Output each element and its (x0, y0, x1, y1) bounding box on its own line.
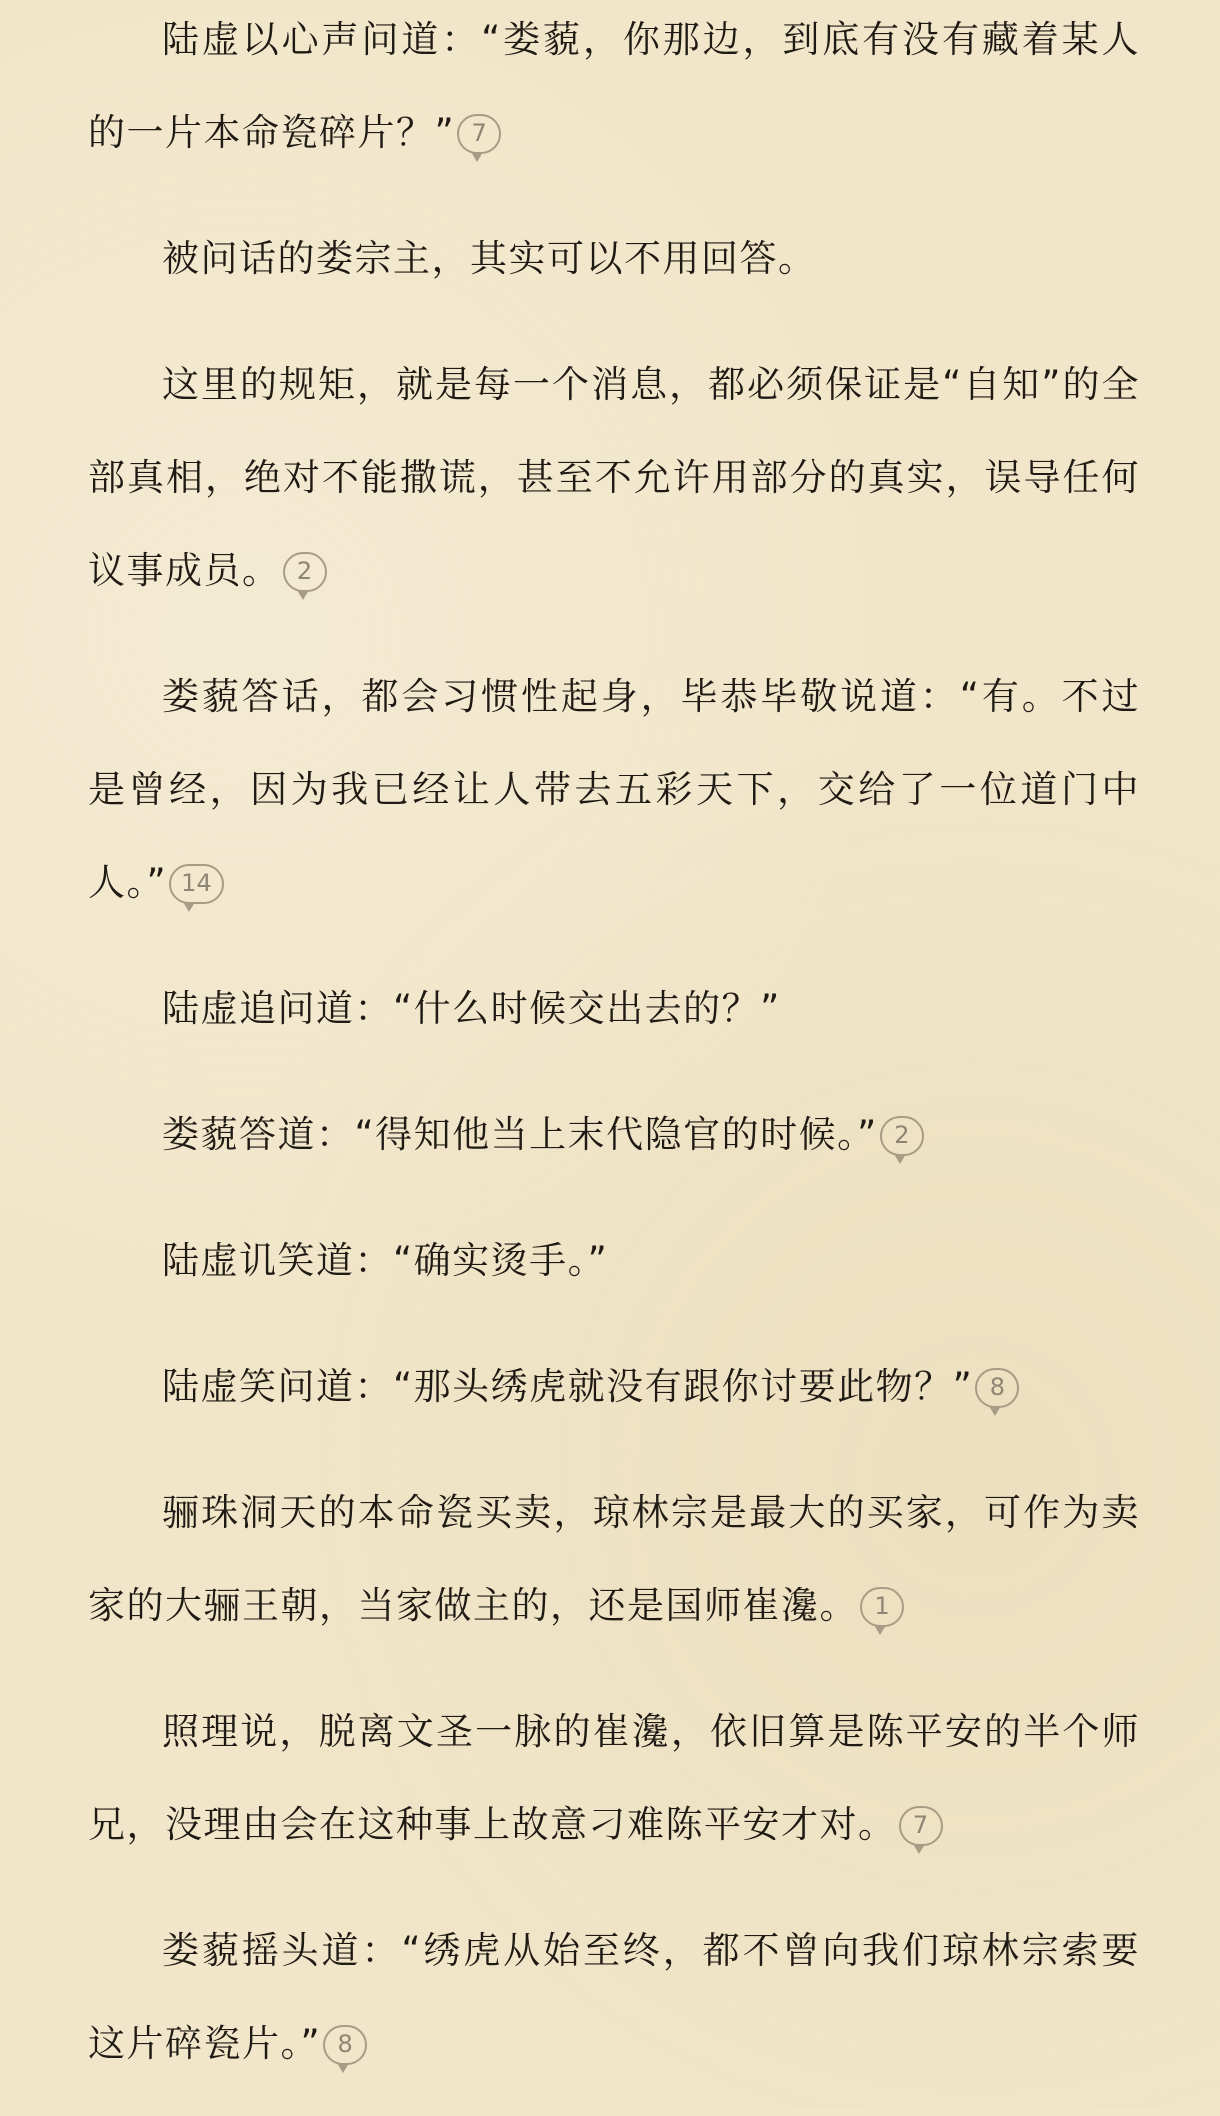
paragraph-9 (88, 1466, 1140, 1652)
comment-bubble-icon[interactable]: 2 (283, 552, 327, 592)
comment-bubble-icon[interactable]: 2 (880, 1116, 924, 1156)
comment-bubble-icon[interactable]: 7 (899, 1806, 943, 1846)
paragraph-3 (88, 338, 1140, 617)
comment-bubble-icon[interactable]: 1 (860, 1587, 904, 1627)
comment-bubble-icon[interactable]: 14 (169, 864, 224, 904)
paragraph-7 (88, 1214, 1140, 1307)
paragraph-text: 陆虚笑问道：“那头绣虎就没有跟你讨要此物？” (162, 1365, 974, 1408)
comment-bubble-icon[interactable]: 7 (457, 114, 501, 154)
paragraph-1 (88, 0, 1140, 179)
paragraph-text: 陆虚讥笑道：“确实烫手。” (162, 1239, 609, 1282)
paragraph-6 (88, 1088, 1140, 1181)
comment-bubble-icon[interactable]: 8 (975, 1368, 1019, 1408)
paragraph-text: 娄藐答道：“得知他当上末代隐官的时候。” (162, 1113, 878, 1156)
paragraph-text: 骊珠洞天的本命瓷买卖，琼林宗是最大的买家，可作为卖家的大骊王朝，当家做主的，还是国师崔瀺。 (88, 1491, 1140, 1627)
paragraph-text: 照理说，脱离文圣一脉的崔瀺，依旧算是陈平安的半个师兄，没理由会在这种事上故意刁难陈平安才对。 (88, 1710, 1140, 1846)
paragraph-text: 陆虚追问道：“什么时候交出去的？” (162, 987, 781, 1030)
paragraph-4 (88, 650, 1140, 929)
comment-bubble-icon[interactable]: 8 (323, 2025, 367, 2065)
paragraph-2 (88, 212, 1140, 305)
paragraph-10 (88, 1685, 1140, 1871)
paragraph-text: 被问话的娄宗主，其实可以不用回答。 (162, 237, 817, 280)
paragraph-8 (88, 1340, 1140, 1433)
paragraph-5 (88, 962, 1140, 1055)
paragraph-text: 陆虚以心声问道：“娄藐，你那边，到底有没有藏着某人的一片本命瓷碎片？” (88, 18, 1140, 154)
paragraph-11 (88, 1904, 1140, 2090)
paragraph-text: 娄藐摇头道：“绣虎从始至终，都不曾向我们琼林宗索要这片碎瓷片。” (88, 1929, 1140, 2065)
paragraph-text: 这里的规矩，就是每一个消息，都必须保证是“自知”的全部真相，绝对不能撒谎，甚至不允许用部分的真实，误导任何议事成员。 (88, 363, 1140, 592)
paragraph-text: 娄藐答话，都会习惯性起身，毕恭毕敬说道：“有。不过是曾经，因为我已经让人带去五彩天下，交给了一位道门中人。” (88, 675, 1140, 904)
